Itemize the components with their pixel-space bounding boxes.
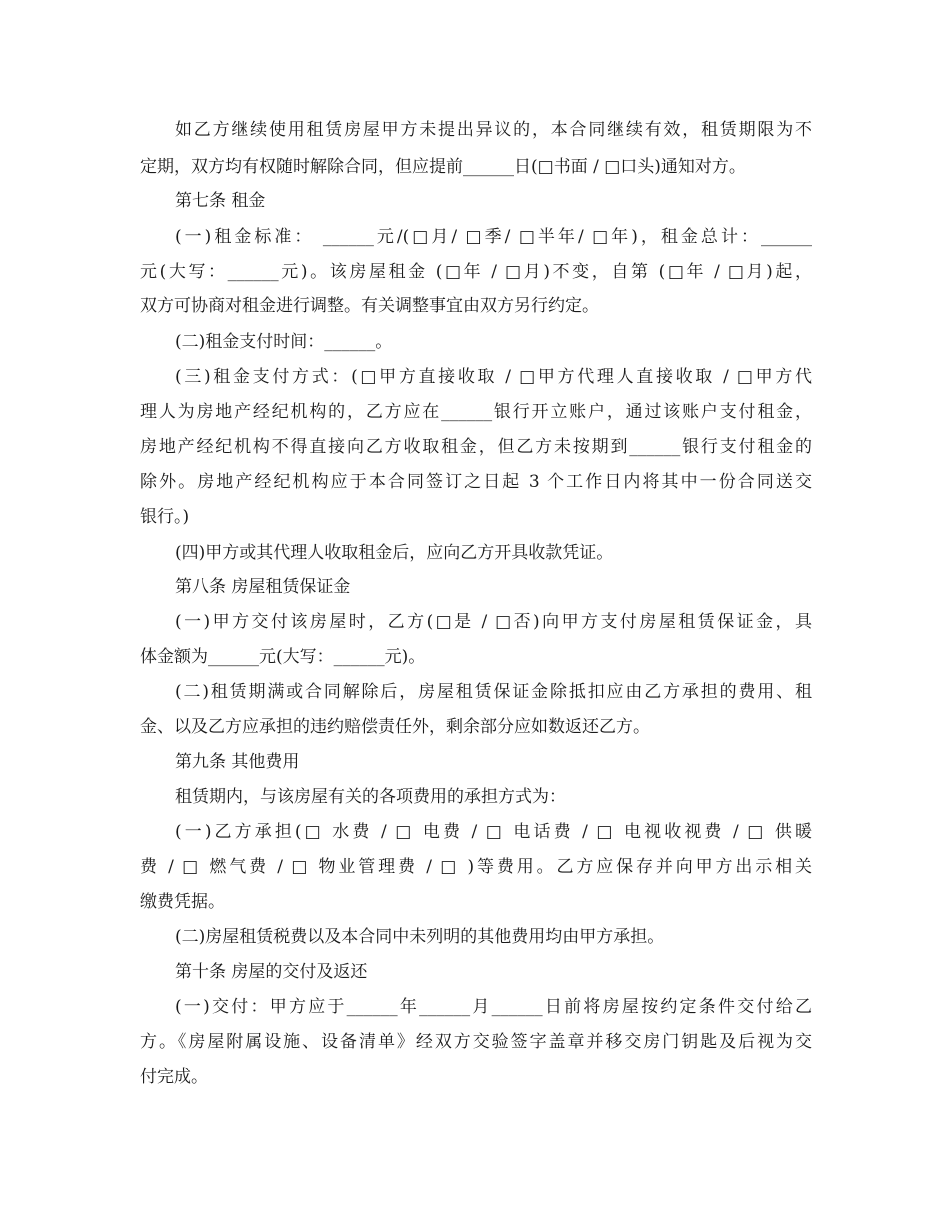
text-line: (三)租金支付方式：(□甲方直接收取 / □甲方代理人直接收取 / □甲方代 (175, 367, 812, 387)
text-line: 付完成。 (140, 1067, 208, 1087)
text-line: (一)乙方承担(□ 水费 / □ 电费 / □ 电话费 / □ 电视收视费 / □ 供暖 (175, 822, 812, 842)
text-line: 费 / □ 燃气费 / □ 物业管理费 / □ )等费用。乙方应保存并向甲方出示相关 (140, 857, 812, 877)
text-line: 双方可协商对租金进行调整。有关调整事宜由双方另行约定。 (140, 296, 599, 316)
text-line: 银行。) (140, 507, 190, 527)
text-line: (二)房屋租赁税费以及本合同中未列明的其他费用均由甲方承担。 (175, 927, 665, 947)
section-heading: 第八条 房屋租赁保证金 (175, 577, 351, 597)
text-line: (一)租金标准： ______元/(□月/ □季/ □半年/ □年)，租金总计：______ (175, 227, 812, 247)
text-line: (四)甲方或其代理人收取租金后，应向乙方开具收款凭证。 (175, 543, 614, 563)
text-line: 元(大写：______元)。该房屋租金 (□年 / □月)不变，自第 (□年 / □月)起， (140, 262, 812, 282)
text-line: 定期，双方均有权随时解除合同，但应提前______日(□书面 / □口头)通知对方。 (140, 157, 746, 177)
text-line: 房地产经纪机构不得直接向乙方收取租金，但乙方未按期到______银行支付租金的 (140, 437, 812, 457)
text-line: 方。《房屋附属设施、设备清单》经双方交验签字盖章并移交房门钥匙及后视为交 (140, 1032, 812, 1052)
text-line: (二)租赁期满或合同解除后，房屋租赁保证金除抵扣应由乙方承担的费用、租 (175, 682, 812, 702)
text-line: 除外。房地产经纪机构应于本合同签订之日起 3 个工作日内将其中一份合同送交 (140, 472, 812, 492)
text-line: (一)甲方交付该房屋时，乙方(□是 / □否)向甲方支付房屋租赁保证金，具 (175, 612, 812, 632)
section-heading: 第十条 房屋的交付及返还 (175, 962, 368, 982)
section-heading: 第九条 其他费用 (175, 752, 300, 772)
text-line: 租赁期内，与该房屋有关的各项费用的承担方式为： (175, 787, 566, 807)
text-line: 如乙方继续使用租赁房屋甲方未提出异议的，本合同继续有效，租赁期限为不 (175, 120, 812, 140)
text-line: (一)交付：甲方应于______年______月______日前将房屋按约定条件交付给乙 (175, 997, 812, 1017)
text-line: (二)租金支付时间：______。 (175, 332, 393, 352)
text-line: 缴费凭据。 (140, 892, 225, 912)
text-line: 体金额为______元(大写：______元)。 (140, 647, 426, 667)
text-line: 理人为房地产经纪机构的，乙方应在______银行开立账户，通过该账户支付租金， (140, 402, 812, 422)
text-line: 金、以及乙方应承担的违约赔偿责任外，剩余部分应如数返还乙方。 (140, 717, 650, 737)
section-heading: 第七条 租金 (175, 191, 266, 211)
